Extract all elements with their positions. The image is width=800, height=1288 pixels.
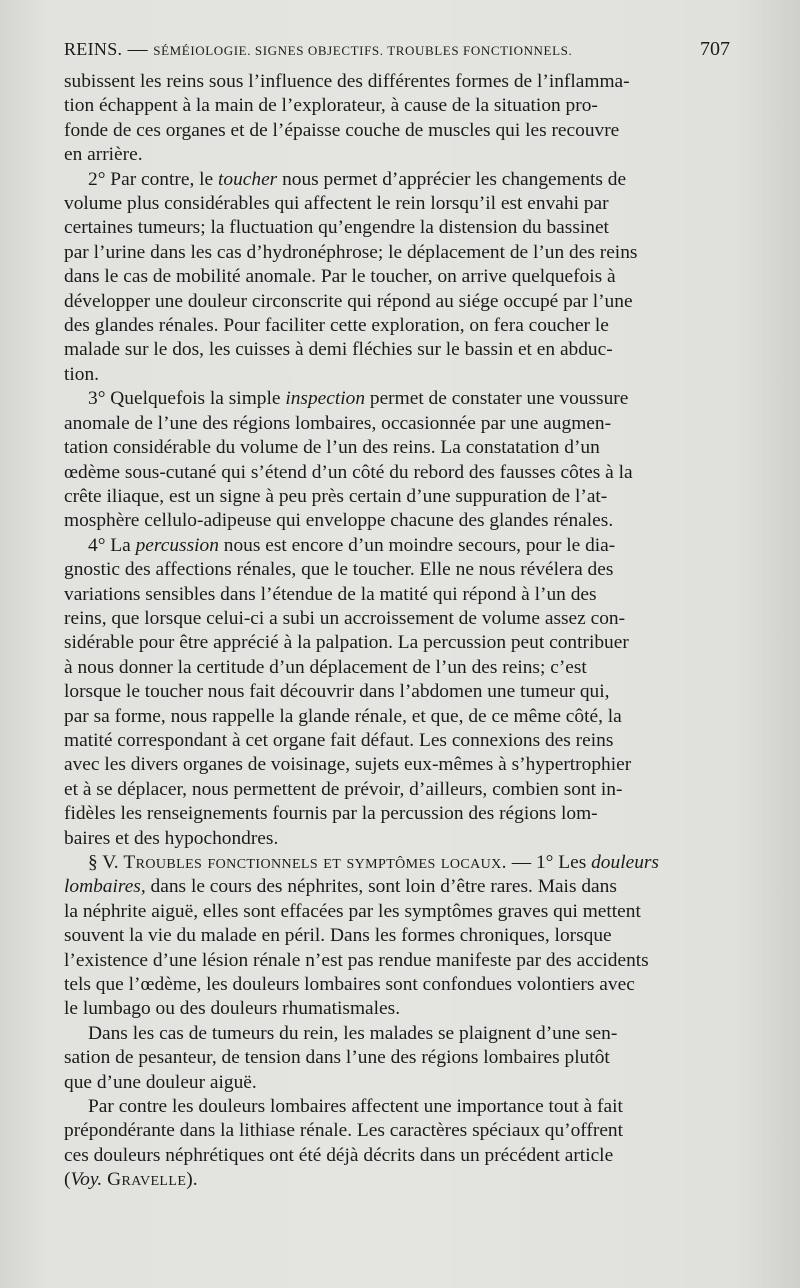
text-line: baires et des hypochondres. [64, 827, 279, 849]
text-line: Dans les cas de tumeurs du rein, les malades se plaignent d’une sen- [88, 1022, 618, 1044]
page-number: 707 [700, 38, 730, 60]
text-line: sidérable pour être apprécié à la palpation. La percussion peut contribuer [64, 632, 629, 654]
text-line: en arrière. [64, 144, 143, 166]
text-line: gnostic des affections rénales, que le toucher. Elle ne nous révélera des [64, 559, 614, 581]
paragraph-lead-rest: permet de constater une voussure [365, 388, 629, 410]
paragraph-5 [64, 851, 734, 875]
running-head-subtitle: SÉMÉIOLOGIE. SIGNES OBJECTIFS. TROUBLES FONCTIONNELS. [153, 43, 573, 58]
paragraph-lead-rest: nous permet d’apprécier les changements de [277, 168, 627, 190]
reference-target: Gravelle [107, 1169, 187, 1191]
paragraph-4-body [64, 558, 734, 851]
paragraph-lead: — 1° Les [506, 852, 592, 873]
text-line: l’existence d’une lésion rénale n’est pas rendue manifeste par des accidents [64, 949, 649, 971]
emphasis: percussion [135, 534, 219, 556]
text-line: que d’une douleur aiguë. [64, 1071, 257, 1093]
running-head-left [64, 38, 572, 61]
text-line [64, 875, 734, 899]
text-line: tels que l’œdème, les douleurs lombaires sont confondues volontiers avec [64, 974, 635, 996]
text-line: ces douleurs néphrétiques ont été déjà décrits dans un précédent article [64, 1144, 614, 1166]
paragraph-1 [64, 70, 734, 168]
text-line: souvent la vie du malade en péril. Dans les formes chroniques, lorsque [64, 925, 612, 947]
text-line: tion échappent à la main de l’explorateur, à cause de la situation pro- [64, 95, 598, 117]
paragraph-lead-rest: nous est encore d’un moindre secours, pour le dia- [218, 534, 616, 556]
reference-close: ). [186, 1169, 198, 1191]
text-line [64, 168, 734, 192]
text-line: matité correspondant à cet organe fait défaut. Les connexions des reins [64, 729, 614, 751]
text-line: volume plus considérables qui affectent le rein lorsqu’il est envahi par [64, 193, 609, 215]
text-line: malade sur le dos, les cuisses à demi fléchies sur le bassin et en abduc- [64, 339, 613, 361]
paragraph-4 [64, 534, 734, 558]
text-line: lorsque le toucher nous fait découvrir dans l’abdomen une tumeur qui, [64, 681, 610, 703]
text-line [64, 851, 734, 875]
paragraph-2 [64, 168, 734, 192]
emphasis: lombaires, [64, 876, 146, 898]
paragraph-7-body [64, 1119, 734, 1192]
paragraph-lead: 2° Par contre, le [88, 168, 218, 190]
text-line: tion. [64, 363, 100, 385]
reference-open: ( [64, 1169, 71, 1191]
text-line: variations sensibles dans l’étendue de la matité qui répond à l’un des [64, 583, 597, 605]
text-line: et à se déplacer, nous permettent de prévoir, d’ailleurs, combien sont in- [64, 778, 623, 800]
paragraph-7 [64, 1095, 734, 1119]
text-line: des glandes rénales. Pour faciliter cette exploration, on fera coucher le [64, 315, 609, 337]
text-line: développer une douleur circonscrite qui répond au siége occupé par l’une [64, 290, 633, 312]
text-line: à nous donner la certitude d’un déplacement de l’un des reins; c’est [64, 656, 587, 678]
text-line: reins, que lorsque celui-ci a subi un accroissement de volume assez con- [64, 607, 626, 629]
section-title: Troubles fonctionnels et symptômes locaux. [123, 852, 507, 873]
paragraph-6 [64, 1022, 734, 1046]
body-text [64, 70, 734, 1193]
text-line: anomale de l’une des régions lombaires, occasionnée par une augmen- [64, 412, 612, 434]
paragraph-3 [64, 387, 734, 411]
emphasis: inspection [285, 388, 366, 410]
paragraph-3-body [64, 412, 734, 534]
text-line [64, 1168, 734, 1192]
text-line [64, 534, 734, 558]
running-head-title: REINS. [64, 39, 123, 59]
paragraph-6-body [64, 1046, 734, 1095]
text-line [64, 387, 734, 411]
text-line: mosphère cellulo-adipeuse qui enveloppe chacune des glandes rénales. [64, 510, 614, 532]
text-line: par sa forme, nous rappelle la glande rénale, et que, de ce même côté, la [64, 705, 622, 727]
emphasis: douleurs [591, 852, 659, 873]
paragraph-lead: 4° La [88, 534, 136, 556]
text-line: crête iliaque, est un signe à peu près certain d’une suppuration de l’at- [64, 485, 608, 507]
running-head [64, 38, 730, 68]
paragraph-5-body [64, 875, 734, 1021]
text-line: tation considérable du volume de l’un des reins. La constatation d’un [64, 437, 600, 459]
text-line: sation de pesanteur, de tension dans l’une des régions lombaires plutôt [64, 1047, 610, 1069]
text-line: par l’urine dans les cas d’hydronéphrose; le déplacement de l’un des reins [64, 241, 638, 263]
text-line: prépondérante dans la lithiase rénale. Les caractères spéciaux qu’offrent [64, 1120, 624, 1142]
emphasis: toucher [217, 168, 278, 190]
text-line: fonde de ces organes et de l’épaisse couche de muscles qui les recouvre [64, 119, 620, 141]
text-fragment: dans le cours des néphrites, sont loin d’être rares. Mais dans [145, 876, 617, 898]
text-line: avec les divers organes de voisinage, sujets eux-mêmes à s’hypertrophier [64, 754, 632, 776]
paragraph-lead: 3° Quelquefois la simple [88, 388, 286, 410]
paragraph-2-body [64, 192, 734, 387]
text-line: œdème sous-cutané qui s’étend d’un côté du rebord des fausses côtes à la [64, 461, 633, 483]
text-line: dans le cas de mobilité anomale. Par le toucher, on arrive quelquefois à [64, 266, 616, 288]
text-line: subissent les reins sous l’influence des différentes formes de l’inflamma- [64, 71, 630, 92]
reference-voy: Voy. [70, 1169, 103, 1191]
text-line: fidèles les renseignements fournis par la percussion des régions lom- [64, 803, 598, 825]
text-line: le lumbago ou des douleurs rhumatismales. [64, 998, 401, 1020]
text-line: Par contre les douleurs lombaires affectent une importance tout à fait [88, 1096, 623, 1118]
section-mark: § V. [88, 852, 119, 873]
text-line: certaines tumeurs; la fluctuation qu’engendre la distension du bassinet [64, 217, 609, 239]
running-head-dash: — [127, 38, 148, 60]
text-line: la néphrite aiguë, elles sont effacées par les symptômes graves qui mettent [64, 900, 641, 922]
